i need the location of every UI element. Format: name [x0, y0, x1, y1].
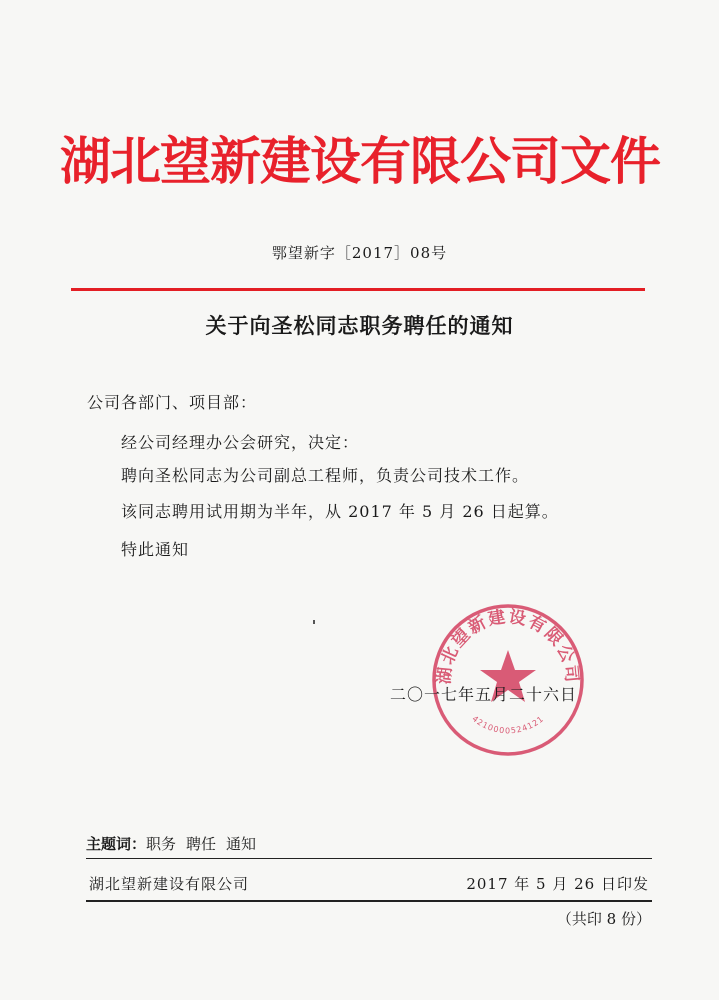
seal-text: 湖北望新建设有限公司: [434, 607, 582, 686]
salutation: 公司各部门、项目部：: [87, 393, 258, 412]
svg-text:4210000524121: [470, 714, 545, 735]
header-title: 湖北望新建设有限公司文件: [60, 133, 661, 192]
print-date: 2017 年 5 月 26 日印发: [466, 875, 649, 893]
topic-label: 主题词：: [86, 835, 147, 853]
topic-word: 职务: [146, 835, 177, 853]
red-divider: [71, 288, 645, 291]
issue-date: 二〇一七年五月二十六日: [390, 685, 578, 704]
footer-rule-bottom: [86, 900, 652, 902]
seal-code: 4210000524121: [470, 714, 546, 736]
issuer-name: 湖北望新建设有限公司: [89, 875, 250, 893]
company-seal-stamp: [428, 600, 588, 760]
copies-count: （共印 8 份）: [556, 910, 651, 928]
paragraph-3: 该同志聘用试用期为半年，从 2017 年 5 月 26 日起算。: [121, 502, 559, 521]
topic-line: [86, 833, 256, 854]
paragraph-4: 特此通知: [121, 540, 190, 559]
notice-title: 关于向圣松同志职务聘任的通知: [205, 313, 514, 338]
doc-number: 鄂望新字［2017］08号: [271, 244, 448, 262]
footer-rule-top: [86, 858, 652, 859]
paragraph-2: 聘向圣松同志为公司副总工程师，负责公司技术工作。: [121, 466, 530, 485]
speck: [313, 620, 315, 624]
topic-word: 通知: [226, 835, 257, 853]
topic-word: 聘任: [186, 835, 217, 853]
paragraph-1: 经公司经理办公会研究，决定：: [121, 433, 360, 452]
